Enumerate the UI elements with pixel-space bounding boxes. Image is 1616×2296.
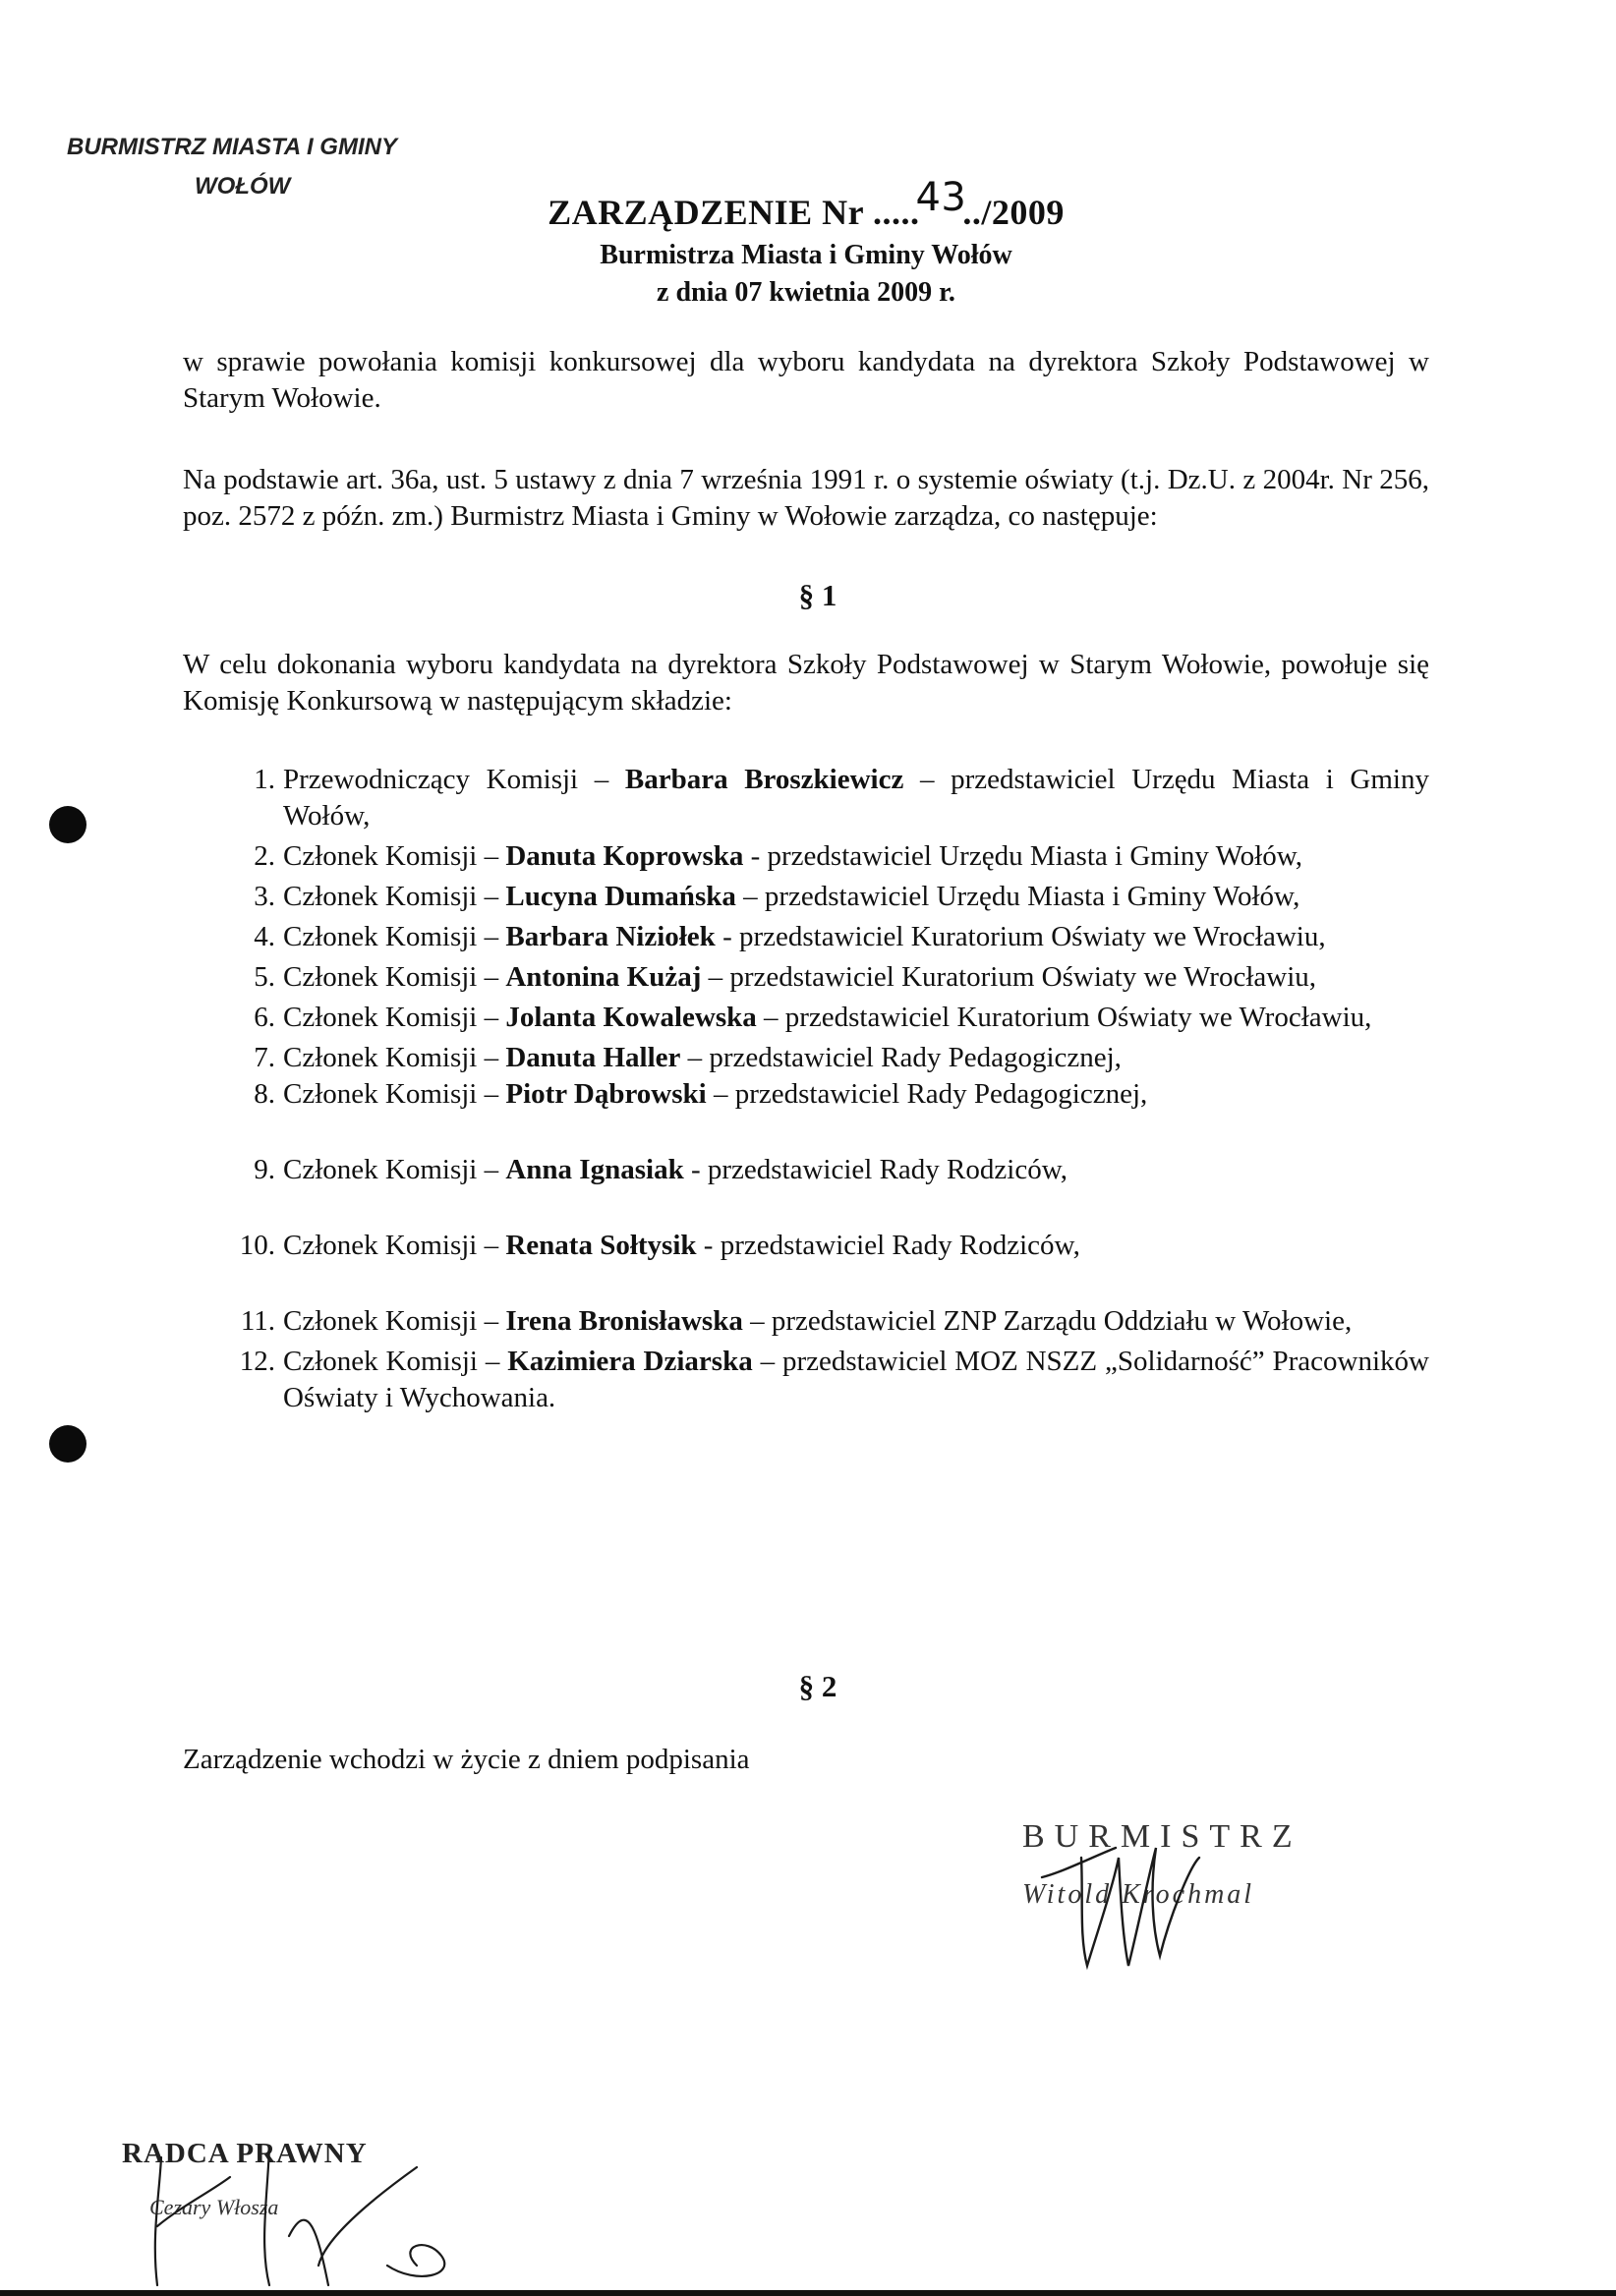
member-role: Członek Komisji – (283, 1042, 506, 1073)
legal-basis-paragraph: Na podstawie art. 36a, ust. 5 ustawy z dnia 7 września 1991 r. o systemie oświaty (t.j. Dz.U. z 2004r. Nr 256, poz. 2572 z późn. zm.) Burmistrz Miasta i Gminy w Wołowie zarządza, co następuje: (183, 464, 1429, 532)
member-affiliation: - przedstawiciel Rady Rodziców, (683, 1154, 1068, 1185)
scan-edge (0, 2290, 1616, 2296)
binder-hole (49, 1425, 87, 1463)
member-name: Anna Ignasiak (505, 1154, 684, 1185)
member-role: Członek Komisji – (283, 1078, 506, 1110)
member-number: 4. (254, 921, 275, 952)
section-1-mark: § 1 (798, 578, 837, 612)
list-item (224, 1228, 1429, 1264)
title-dots-before: ..... (872, 193, 920, 232)
member-role: Członek Komisji – (283, 1230, 506, 1261)
list-item (224, 919, 1429, 955)
member-name: Danuta Koprowska (505, 840, 744, 872)
binder-hole (49, 806, 87, 843)
title-prefix: ZARZĄDZENIE Nr (548, 193, 873, 232)
member-affiliation: – przedstawiciel Urzędu Miasta i Gminy Wołów, (735, 881, 1300, 912)
member-role: Członek Komisji – (283, 1154, 506, 1185)
list-item (224, 838, 1429, 875)
issuer: Burmistrza Miasta i Gminy Wołów (600, 240, 1012, 270)
list-item (224, 1040, 1429, 1076)
handwritten-signature-icon (122, 2138, 574, 2295)
member-affiliation: – przedstawiciel Rady Pedagogicznej, (680, 1042, 1122, 1073)
title-block (433, 175, 1180, 312)
legal-counsel-name: Cezary Włosza (149, 2195, 279, 2219)
member-affiliation: - przedstawiciel Kuratorium Oświaty we Wrocławiu, (715, 921, 1326, 952)
legal-counsel-title: RADCA PRAWNY (122, 2138, 368, 2169)
document-title (433, 175, 1180, 237)
list-item (224, 1076, 1429, 1113)
member-name: Antonina Kużaj (505, 961, 702, 993)
member-role: Członek Komisji – (283, 921, 506, 952)
member-number: 6. (254, 1002, 275, 1033)
member-affiliation: – przedstawiciel Kuratorium Oświaty we Wrocławiu, (701, 961, 1317, 993)
handwritten-number: 43 (915, 175, 967, 220)
list-item (224, 1344, 1429, 1416)
member-affiliation: – przedstawiciel Rady Pedagogicznej, (706, 1078, 1148, 1110)
member-affiliation: – przedstawiciel MOZ NSZZ „Solidarność” Pracowników Oświaty i Wychowania. (283, 1346, 1429, 1413)
subject-paragraph: w sprawie powołania komisji konkursowej dla wyboru kandydata na dyrektora Szkoły Podstawowej w Starym Wołowie. (183, 346, 1429, 414)
member-number: 8. (254, 1078, 275, 1110)
list-item (224, 959, 1429, 996)
section-1-intro: W celu dokonania wyboru kandydata na dyrektora Szkoły Podstawowej w Starym Wołowie, powołuje się Komisję Konkursową w następującym składzie: (183, 649, 1429, 717)
member-name: Barbara Niziołek (505, 921, 716, 952)
member-number: 3. (254, 881, 275, 912)
member-affiliation: - przedstawiciel Urzędu Miasta i Gminy Wołów, (743, 840, 1303, 872)
section-2-mark: § 2 (798, 1669, 837, 1703)
signature-title: BURMISTRZ (1022, 1818, 1302, 1855)
header-stamp-line2: WOŁÓW (195, 173, 291, 200)
header-stamp-line1: BURMISTRZ MIASTA I GMINY (67, 134, 397, 160)
handwritten-signature-icon (1022, 1818, 1376, 1985)
member-affiliation: – przedstawiciel Urzędu Miasta i Gminy Wołów, (283, 764, 1429, 832)
member-number: 7. (254, 1042, 275, 1073)
list-item (224, 879, 1429, 915)
member-number: 5. (254, 961, 275, 993)
section-2-text: Zarządzenie wchodzi w życie z dniem podpisania (183, 1744, 750, 1775)
member-name: Kazimiera Dziarska (507, 1346, 753, 1377)
member-role: Członek Komisji – (283, 1346, 508, 1377)
list-item (224, 1000, 1429, 1036)
member-name: Lucyna Dumańska (505, 881, 736, 912)
list-item (224, 1303, 1429, 1340)
member-name: Irena Bronisławska (505, 1305, 743, 1337)
member-affiliation: – przedstawiciel Kuratorium Oświaty we Wrocławiu, (756, 1002, 1372, 1033)
member-number: 12. (239, 1346, 275, 1377)
list-item (224, 1152, 1429, 1188)
member-name: Danuta Haller (505, 1042, 681, 1073)
member-number: 10. (239, 1230, 275, 1261)
member-number: 11. (240, 1305, 275, 1337)
member-role: Członek Komisji – (283, 840, 506, 872)
header-stamp (67, 128, 397, 206)
member-affiliation: - przedstawiciel Rady Rodziców, (696, 1230, 1080, 1261)
mayor-signature-stamp (1022, 1818, 1376, 1985)
legal-counsel-stamp (122, 2138, 574, 2295)
member-role: Członek Komisji – (283, 881, 506, 912)
member-number: 9. (254, 1154, 275, 1185)
member-role: Przewodniczący Komisji – (283, 764, 625, 795)
member-name: Renata Sołtysik (505, 1230, 697, 1261)
member-role: Członek Komisji – (283, 1002, 506, 1033)
list-item (224, 762, 1429, 834)
signature-name: Witold Krochmal (1022, 1879, 1255, 1910)
issue-date: z dnia 07 kwietnia 2009 r. (657, 277, 955, 308)
member-name: Jolanta Kowalewska (505, 1002, 757, 1033)
title-suffix: /2009 (981, 193, 1065, 232)
title-dots-after: .. (962, 193, 982, 232)
committee-members-list (224, 762, 1429, 1416)
member-number: 2. (254, 840, 275, 872)
member-role: Członek Komisji – (283, 1305, 506, 1337)
member-name: Barbara Broszkiewicz (624, 764, 904, 795)
member-name: Piotr Dąbrowski (505, 1078, 707, 1110)
member-affiliation: – przedstawiciel ZNP Zarządu Oddziału w Wołowie, (742, 1305, 1353, 1337)
member-role: Członek Komisji – (283, 961, 506, 993)
member-number: 1. (254, 764, 275, 795)
